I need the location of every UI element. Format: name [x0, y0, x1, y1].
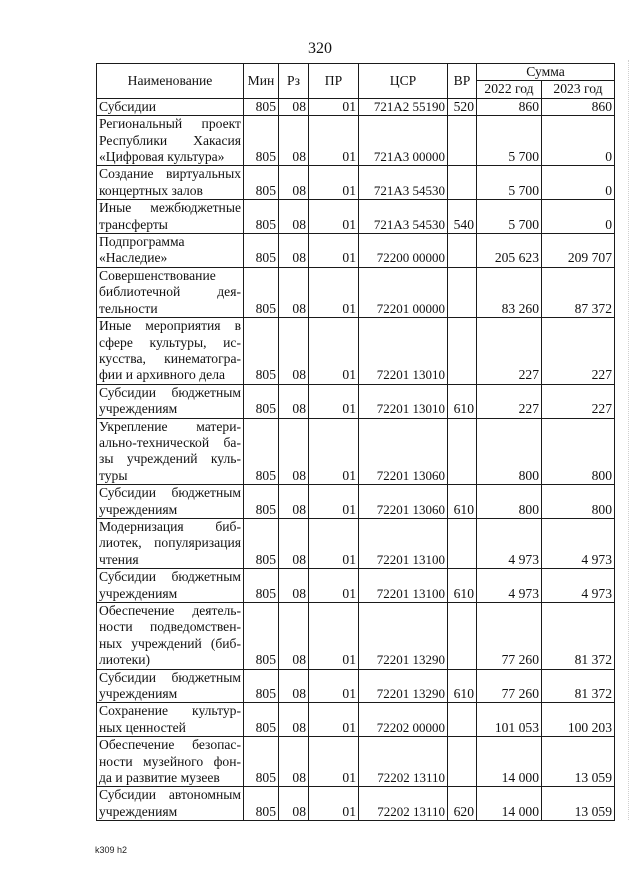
- row-name: Субсидии бюджетным учреждениям: [97, 485, 244, 519]
- row-vr: [448, 518, 477, 568]
- row-name: Модернизация биб- лиотек, популяризация чтения: [97, 518, 244, 568]
- row-rz: 08: [279, 603, 309, 670]
- row-csr: 72201 13100: [359, 518, 448, 568]
- row-rz: 08: [279, 669, 309, 703]
- row-csr: 72202 13110: [359, 737, 448, 787]
- row-name: Обеспечение безопас- ности музейного фон- да и развитие музеев: [97, 737, 244, 787]
- row-sum-2022: 800: [477, 485, 542, 519]
- row-sum-2022: 83 260: [477, 267, 542, 317]
- table-row: [97, 98, 615, 115]
- row-name: Субсидии бюджетным учреждениям: [97, 384, 244, 418]
- row-vr: 540: [448, 200, 477, 234]
- row-sum-2023: 209 707: [542, 234, 615, 268]
- header-pr: ПР: [309, 64, 359, 99]
- row-sum-2023: 13 059: [542, 787, 615, 821]
- header-sum: Сумма: [477, 64, 615, 81]
- row-rz: 08: [279, 234, 309, 268]
- row-name: Укрепление матери- ально-технической ба- зы учреждений куль- туры: [97, 418, 244, 485]
- table-row: [97, 267, 615, 317]
- row-sum-2023: 0: [542, 200, 615, 234]
- page-number: 320: [308, 40, 332, 57]
- table-row: [97, 569, 615, 603]
- row-vr: [448, 603, 477, 670]
- row-sum-2023: 800: [542, 418, 615, 485]
- row-sum-2023: 81 372: [542, 603, 615, 670]
- row-min: 805: [244, 703, 279, 737]
- row-min: 805: [244, 669, 279, 703]
- table-row: [97, 787, 615, 821]
- table-header: [97, 64, 615, 99]
- row-pr: 01: [309, 267, 359, 317]
- row-csr: 72201 13290: [359, 669, 448, 703]
- row-vr: 610: [448, 569, 477, 603]
- row-name: Субсидии бюджетным учреждениям: [97, 569, 244, 603]
- row-vr: 610: [448, 669, 477, 703]
- row-csr: 72201 13060: [359, 418, 448, 485]
- row-rz: 08: [279, 418, 309, 485]
- row-name: Иные мероприятия в сфере культуры, ис- кусства, кинематогра- фии и архивного дела: [97, 318, 244, 385]
- row-sum-2022: 860: [477, 98, 542, 115]
- table-row: [97, 418, 615, 485]
- row-vr: 520: [448, 98, 477, 115]
- row-min: 805: [244, 318, 279, 385]
- table-row: [97, 485, 615, 519]
- row-rz: 08: [279, 200, 309, 234]
- row-sum-2023: 800: [542, 485, 615, 519]
- header-vr: ВР: [448, 64, 477, 99]
- header-csr: ЦСР: [359, 64, 448, 99]
- row-min: 805: [244, 518, 279, 568]
- row-rz: 08: [279, 703, 309, 737]
- row-rz: 08: [279, 787, 309, 821]
- row-rz: 08: [279, 485, 309, 519]
- row-csr: 72201 13060: [359, 485, 448, 519]
- header-name: Наименование: [97, 64, 244, 99]
- row-csr: 721А2 55190: [359, 98, 448, 115]
- row-name: Субсидии автономным учреждениям: [97, 787, 244, 821]
- row-sum-2022: 14 000: [477, 737, 542, 787]
- row-sum-2022: 77 260: [477, 603, 542, 670]
- row-csr: 72201 13010: [359, 318, 448, 385]
- row-vr: [448, 737, 477, 787]
- row-pr: 01: [309, 569, 359, 603]
- row-pr: 01: [309, 234, 359, 268]
- header-min: Мин: [244, 64, 279, 99]
- row-sum-2023: 4 973: [542, 518, 615, 568]
- row-csr: 72202 13110: [359, 787, 448, 821]
- row-pr: 01: [309, 384, 359, 418]
- row-min: 805: [244, 737, 279, 787]
- row-min: 805: [244, 116, 279, 166]
- row-rz: 08: [279, 318, 309, 385]
- row-csr: 72202 00000: [359, 703, 448, 737]
- row-name: Региональный проект Республики Хакасия «Цифровая культура»: [97, 116, 244, 166]
- table-row: [97, 166, 615, 200]
- row-csr: 72201 13010: [359, 384, 448, 418]
- row-rz: 08: [279, 98, 309, 115]
- row-name: Подпрограмма «Наследие»: [97, 234, 244, 268]
- budget-table: [96, 63, 615, 821]
- row-sum-2023: 0: [542, 116, 615, 166]
- row-vr: [448, 234, 477, 268]
- table-row: [97, 384, 615, 418]
- row-name: Субсидии бюджетным учреждениям: [97, 669, 244, 703]
- row-pr: 01: [309, 116, 359, 166]
- row-vr: [448, 318, 477, 385]
- row-sum-2022: 4 973: [477, 518, 542, 568]
- row-rz: 08: [279, 116, 309, 166]
- row-rz: 08: [279, 267, 309, 317]
- row-csr: 72201 00000: [359, 267, 448, 317]
- row-pr: 01: [309, 703, 359, 737]
- table-row: [97, 603, 615, 670]
- row-name: Обеспечение деятель- ности подведомствен- ных учреждений (биб- лиотеки): [97, 603, 244, 670]
- row-min: 805: [244, 787, 279, 821]
- row-sum-2022: 5 700: [477, 116, 542, 166]
- table-row: [97, 234, 615, 268]
- row-min: 805: [244, 200, 279, 234]
- row-rz: 08: [279, 569, 309, 603]
- row-vr: [448, 418, 477, 485]
- row-min: 805: [244, 98, 279, 115]
- row-min: 805: [244, 384, 279, 418]
- row-min: 805: [244, 234, 279, 268]
- table-row: [97, 200, 615, 234]
- row-vr: [448, 166, 477, 200]
- row-name: Иные межбюджетные трансферты: [97, 200, 244, 234]
- row-min: 805: [244, 569, 279, 603]
- row-pr: 01: [309, 98, 359, 115]
- row-sum-2022: 5 700: [477, 166, 542, 200]
- row-vr: [448, 116, 477, 166]
- table-row: [97, 518, 615, 568]
- row-name: Сохранение культур- ных ценностей: [97, 703, 244, 737]
- row-pr: 01: [309, 418, 359, 485]
- row-pr: 01: [309, 166, 359, 200]
- row-pr: 01: [309, 737, 359, 787]
- row-csr: 72200 00000: [359, 234, 448, 268]
- row-sum-2022: 205 623: [477, 234, 542, 268]
- row-sum-2022: 77 260: [477, 669, 542, 703]
- row-sum-2023: 227: [542, 318, 615, 385]
- row-csr: 721А3 54530: [359, 200, 448, 234]
- row-vr: [448, 703, 477, 737]
- header-year-2023: 2023 год: [542, 81, 615, 98]
- row-sum-2022: 5 700: [477, 200, 542, 234]
- row-vr: 620: [448, 787, 477, 821]
- row-sum-2023: 100 203: [542, 703, 615, 737]
- row-sum-2022: 101 053: [477, 703, 542, 737]
- row-sum-2023: 227: [542, 384, 615, 418]
- row-csr: 72201 13290: [359, 603, 448, 670]
- row-sum-2023: 81 372: [542, 669, 615, 703]
- row-pr: 01: [309, 200, 359, 234]
- row-vr: 610: [448, 384, 477, 418]
- row-pr: 01: [309, 318, 359, 385]
- row-rz: 08: [279, 384, 309, 418]
- row-sum-2023: 0: [542, 166, 615, 200]
- row-min: 805: [244, 603, 279, 670]
- row-pr: 01: [309, 485, 359, 519]
- row-name: Субсидии: [97, 98, 244, 115]
- table-row: [97, 318, 615, 385]
- row-min: 805: [244, 267, 279, 317]
- row-rz: 08: [279, 166, 309, 200]
- scan-margin-artifact: [628, 60, 631, 820]
- row-pr: 01: [309, 518, 359, 568]
- row-sum-2023: 860: [542, 98, 615, 115]
- row-name: Создание виртуальных концертных залов: [97, 166, 244, 200]
- table-row: [97, 669, 615, 703]
- row-sum-2023: 13 059: [542, 737, 615, 787]
- row-min: 805: [244, 485, 279, 519]
- row-sum-2022: 4 973: [477, 569, 542, 603]
- row-vr: [448, 267, 477, 317]
- row-rz: 08: [279, 737, 309, 787]
- header-rz: Рз: [279, 64, 309, 99]
- row-csr: 72201 13100: [359, 569, 448, 603]
- row-sum-2023: 4 973: [542, 569, 615, 603]
- table-row: [97, 703, 615, 737]
- row-sum-2022: 14 000: [477, 787, 542, 821]
- row-min: 805: [244, 418, 279, 485]
- table-row: [97, 116, 615, 166]
- row-sum-2022: 800: [477, 418, 542, 485]
- row-csr: 721А3 00000: [359, 116, 448, 166]
- row-csr: 721А3 54530: [359, 166, 448, 200]
- row-pr: 01: [309, 603, 359, 670]
- row-min: 805: [244, 166, 279, 200]
- row-pr: 01: [309, 669, 359, 703]
- row-pr: 01: [309, 787, 359, 821]
- row-sum-2023: 87 372: [542, 267, 615, 317]
- table-row: [97, 737, 615, 787]
- row-sum-2022: 227: [477, 384, 542, 418]
- footer-code: k309 h2: [95, 845, 128, 855]
- table-body: [97, 98, 615, 820]
- row-rz: 08: [279, 518, 309, 568]
- row-sum-2022: 227: [477, 318, 542, 385]
- row-name: Совершенствование библиотечной дея- тельности: [97, 267, 244, 317]
- header-year-2022: 2022 год: [477, 81, 542, 98]
- row-vr: 610: [448, 485, 477, 519]
